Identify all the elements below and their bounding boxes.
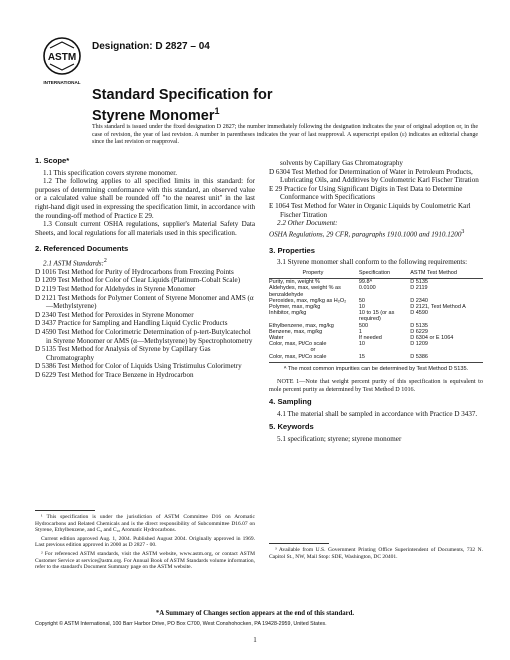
reference-item: D 5135 Test Method for Analysis of Styrene by Capillary Gas Chromatography bbox=[35, 345, 211, 362]
test-method-cell: D 2121, Test Method A bbox=[410, 303, 466, 310]
references-heading: 2. Referenced Documents bbox=[35, 244, 129, 254]
title-footnote-mark: 1 bbox=[214, 106, 220, 116]
specification-cell: 10 to 15 (or as required) bbox=[358, 310, 395, 323]
footnote-3: ³ Available from U.S. Government Printing Office Superintendent of Documents, 732 N. Capitol St., NW, Mail Stop: SDE, Washington, DC 20401. bbox=[269, 547, 483, 560]
test-method-cell: D 1209 bbox=[410, 341, 428, 348]
specification-cell: 500 bbox=[358, 322, 369, 329]
property-cell: or bbox=[310, 347, 316, 354]
specification-cell: 1 bbox=[358, 328, 362, 335]
footnotes bbox=[35, 510, 255, 573]
reference-item: D 2340 Test Method for Peroxides in Styrene Monomer bbox=[35, 310, 194, 319]
column-header: Specification bbox=[359, 270, 410, 279]
property-cell: Benzene, max, mg/kg bbox=[269, 328, 323, 335]
footnote-2: ² For referenced ASTM standards, visit the ASTM website, www.astm.org, or contact ASTM Customer Service at service@astm.org. For Annual Book of ASTM Standards volume information, refer to the standard's Document Summary page on the ASTM website. bbox=[35, 550, 255, 571]
reference-item: D 6229 Test Method for Trace Benzene in Hydrocarbon bbox=[35, 371, 194, 380]
right-column bbox=[269, 159, 483, 444]
other-document-label: 2.2 Other Document: bbox=[277, 219, 338, 228]
scope-para-2: 1.2 The following applies to all specified limits in this standard: for purposes of determining conformance with this standard, an observed value or a calculated value shall be rounded off "to the nearest unit" in the last right-hand digit used in expressing the specification limit, in accordance with the rounding-off method of Practice E 29. bbox=[35, 177, 255, 220]
footnote-edition: Current edition approved Aug. 1, 2004. Published August 2004. Originally approved in 1969. Last previous edition approved in 2000 as D 2827 - 00. bbox=[35, 535, 255, 549]
reference-item: D 2121 Test Methods for Polymer Content of Styrene Monomer and AMS (α—Methylstyrene) bbox=[35, 293, 254, 311]
title-line-2 bbox=[92, 103, 272, 124]
column-header: ASTM Test Method bbox=[410, 270, 483, 279]
property-cell: Color, max, Pt/Co scale bbox=[269, 341, 327, 348]
specification-cell: 10 bbox=[358, 303, 365, 310]
table-row bbox=[269, 310, 483, 322]
astm-logo bbox=[40, 36, 84, 88]
property-cell: Color, max, Pt/Co scale bbox=[269, 353, 327, 360]
test-method-cell: D 5386 bbox=[410, 353, 428, 360]
title-text: Styrene Monomer bbox=[92, 107, 215, 124]
test-method-cell: D 6304 or E 1064 bbox=[410, 334, 454, 341]
table-row bbox=[269, 354, 483, 360]
table-header-row bbox=[269, 270, 483, 279]
svg-text:ASTM: ASTM bbox=[47, 52, 77, 63]
logo-text: INTERNATIONAL bbox=[43, 80, 81, 85]
scope-para-3: 1.3 Consult current OSHA regulations, supplier's Material Safety Data Sheets, and local regulations for all materials used in this specification. bbox=[35, 220, 255, 237]
reference-item: D 3437 Practice for Sampling and Handling Liquid Cyclic Products bbox=[35, 319, 228, 328]
copyright-line: Copyright © ASTM International, 100 Barr Harbor Drive, PO Box C700, West Conshohocken, PA 19428-2959, United States. bbox=[35, 621, 327, 627]
properties-para: 3.1 Styrene monomer shall conform to the following requirements: bbox=[277, 258, 468, 267]
test-method-cell: D 5135 bbox=[410, 279, 428, 286]
test-method-cell: D 5135 bbox=[410, 322, 428, 329]
osha-reference: OSHA Regulations, 29 CFR, paragraphs 1910.1000 and 1910.1200$^3$ bbox=[269, 228, 465, 239]
sampling-para: 4.1 The material shall be sampled in accordance with Practice D 3437. bbox=[277, 409, 478, 418]
properties-table bbox=[269, 270, 483, 360]
test-method-cell: D 4590 bbox=[410, 310, 428, 317]
property-cell: Inhibitor, mg/kg bbox=[269, 310, 307, 317]
property-cell: Polymer, max, mg/kg bbox=[269, 303, 321, 310]
test-method-cell: D 6229 bbox=[410, 328, 428, 335]
specification-cell: 0.0100 bbox=[358, 285, 376, 292]
title-line-1: Standard Specification for bbox=[92, 87, 273, 103]
table-footnote: ᴬ The most common impurities can be determined by Test Method D 5135. bbox=[269, 362, 483, 374]
keywords-heading: 5. Keywords bbox=[269, 422, 314, 432]
test-method-cell: D 2340 bbox=[410, 297, 428, 304]
keywords-para: 5.1 specification; styrene; styrene monomer bbox=[277, 434, 402, 443]
reference-continuation: solvents by Capillary Gas Chromatography bbox=[280, 159, 403, 167]
reference-item: D 6304 Test Method for Determination of Water in Petroleum Products, Lubricating Oils, and Additives by Coulometric Karl Fischer Titration bbox=[269, 167, 479, 185]
property-cell: Aldehydes, max, weight % as benzaldehyde bbox=[269, 285, 341, 298]
specification-cell: 10 bbox=[358, 341, 365, 348]
left-column bbox=[35, 157, 255, 380]
specification-cell: 15 bbox=[358, 353, 365, 360]
footnote-3-block bbox=[269, 543, 483, 562]
reference-item: E 29 Practice for Using Significant Digits in Test Data to Determine Conformance with Specifications bbox=[269, 184, 463, 202]
document-title bbox=[92, 87, 272, 124]
table-row bbox=[269, 285, 483, 297]
property-cell: Water bbox=[269, 334, 284, 341]
table-row bbox=[269, 279, 483, 286]
column-header: Property bbox=[269, 270, 359, 279]
summary-of-changes-notice: *A Summary of Changes section appears at the end of this standard. bbox=[155, 610, 355, 617]
table-body bbox=[269, 279, 483, 360]
reference-item: D 1016 Test Method for Purity of Hydrocarbons from Freezing Points bbox=[35, 267, 234, 276]
properties-heading: 3. Properties bbox=[269, 245, 316, 255]
reference-item: D 2119 Test Method for Aldehydes in Styrene Monomer bbox=[35, 285, 196, 294]
footnote-1: ¹ This specification is under the jurisdiction of ASTM Committee D16 on Aromatic Hydrocarbons and Related Chemicals and is the direct responsibility of Subcommittee D16.07 on Styrene, Ethylbenzene, and C₉ and C₁₀ Aromatic Hydrocarbons. bbox=[35, 514, 255, 534]
reference-item: D 1209 Test Method for Color of Clear Liquids (Platinum-Cobalt Scale) bbox=[35, 276, 241, 285]
reference-item: D 5386 Test Method for Color of Liquids Using Tristimulus Colorimetry bbox=[35, 362, 242, 371]
astm-standards-label: 2.1 ASTM Standards:$^2$ bbox=[43, 257, 107, 268]
specification-cell: 99.8ᴬ bbox=[358, 279, 373, 286]
scope-para-1: 1.1 This specification covers styrene monomer. bbox=[43, 168, 178, 177]
designation: Designation: D 2827 – 04 bbox=[92, 41, 210, 52]
property-cell: Ethylbenzene, max, mg/kg bbox=[269, 322, 334, 329]
sampling-heading: 4. Sampling bbox=[269, 397, 312, 407]
specification-cell: If needed bbox=[358, 334, 382, 341]
reference-item: D 4590 Test Method for Colorimetric Determination of p-tert-Butylcatechol in Styrene Monomer or AMS (α—Methylstyrene) by Spectrophotometry bbox=[35, 328, 253, 345]
reference-item: E 1064 Test Method for Water in Organic Liquids by Coulometric Karl Fischer Titration bbox=[269, 201, 471, 219]
scope-heading: 1. Scope* bbox=[35, 156, 70, 165]
property-cell: Purity, min, weight % bbox=[269, 279, 320, 286]
note-1: NOTE 1—Note that weight percent purity of this specification is equivalent to mole percent purity as determined by Test Method D 1016. bbox=[269, 378, 483, 393]
page-number: 1 bbox=[253, 636, 257, 644]
test-method-cell: D 2119 bbox=[410, 285, 428, 292]
property-cell: Peroxides, max, mg/kg as H₂O₂ bbox=[269, 297, 347, 304]
specification-cell: 50 bbox=[358, 297, 365, 304]
intro-paragraph: This standard is issued under the fixed designation D 2827; the number immediately following the designation indicates the year of original adoption or, in the case of revision, the year of last revision. A number in parentheses indicates the year of last reapproval. A superscript epsilon (ε) indicates an editorial change since the last revision or reapproval. bbox=[92, 124, 478, 146]
